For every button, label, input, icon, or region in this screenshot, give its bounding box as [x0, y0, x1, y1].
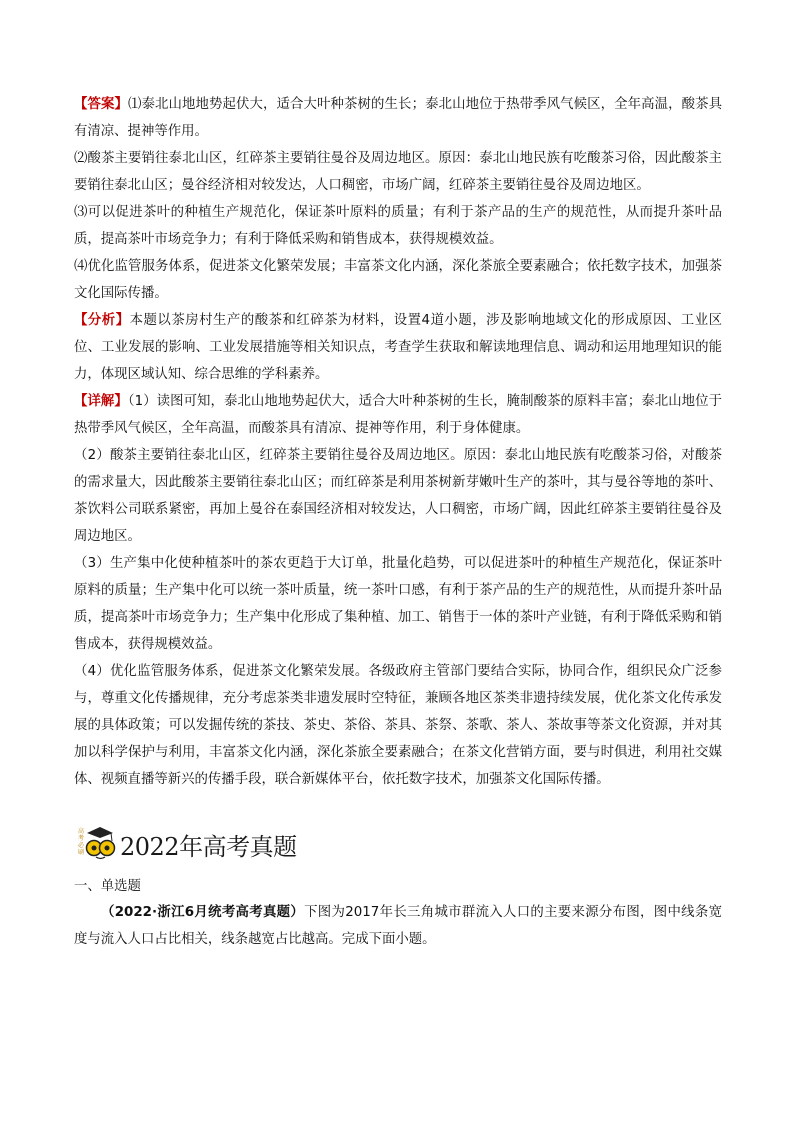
detail-paragraph-2: （2）酸茶主要销往泰北山区，红碎茶主要销往曼谷及周边地区。原因：泰北山地民族有吃酸茶习俗，对酸茶的需求量大，因此酸茶主要销往泰北山区；而红碎茶是利用茶树新芽嫩叶生产的茶叶，其与曼谷等地的茶叶、茶饮料公司联系紧密，再加上曼谷在泰国经济相对较发达，人口稠密，市场广阔，因此红碎茶主要销往曼谷及周边地区。	[74, 448, 722, 544]
detail-paragraph-3: （3）生产集中化使种植茶叶的茶农更趋于大订单，批量化趋势，可以促进茶叶的种植生产规范化，保证茶叶原料的质量；生产集中化可以统一茶叶质量，统一茶叶口感，有利于茶产品的生产的规范性，从而提升茶叶品质，提高茶叶市场竞争力；生产集中化形成了集种植、加工、销售于一体的茶叶产业链，有利于降低采购和销售成本，获得规模效益。	[74, 556, 722, 652]
analysis-label: 【分析】	[74, 313, 130, 328]
answer-paragraph-4: ⑷优化监管服务体系，促进茶文化繁荣发展；丰富茶文化内涵，深化茶旅全要素融合；依托数字技术，加强茶文化国际传播。	[74, 259, 722, 301]
answer-paragraph-3: ⑶可以促进茶叶的种植生产规范化，保证茶叶原料的质量；有利于茶产品的生产的规范性，从而提升茶叶品质，提高茶叶市场竞争力；有利于降低采购和销售成本，获得规模效益。	[74, 205, 722, 247]
owl-graduate-icon	[74, 824, 118, 864]
analysis-paragraph: 【分析】本题以茶房村生产的酸茶和红碎茶为材料，设置4道小题，涉及影响地域文化的形成原因、工业区位、工业发展的影响、工业发展措施等相关知识点，考查学生获取和解读地理信息、调动和运用地理知识的能力，体现区域认知、综合思维的学科素养。	[74, 313, 722, 382]
svg-text:必: 必	[78, 842, 85, 849]
answer-paragraph-1: 【答案】⑴泰北山地地势起伏大，适合大叶种茶树的生长；泰北山地位于热带季风气候区，全年高温，酸茶具有清凉、提神等作用。	[74, 97, 723, 139]
svg-text:刷: 刷	[78, 849, 85, 856]
section-header	[74, 824, 297, 864]
question-source: （2022·浙江6月统考高考真题）	[101, 905, 305, 920]
question-stem: （2022·浙江6月统考高考真题）下图为2017年长三角城市群流入人口的主要来源分布图，图中线条宽度与流入人口占比相关，线条越宽占比越高。完成下面小题。	[74, 905, 722, 947]
answer-content	[74, 91, 722, 793]
question-type-heading: 一、单选题	[74, 879, 141, 894]
detail-label: 【详解】	[74, 394, 128, 409]
detail-paragraph-1: 【详解】（1）读图可知，泰北山地地势起伏大，适合大叶种茶树的生长，腌制酸茶的原料丰富；泰北山地位于热带季风气候区，全年高温，而酸茶具有清凉、提神等作用，利于身体健康。	[74, 394, 722, 436]
answer-label: 【答案】	[74, 97, 129, 112]
detail-paragraph-4: （4）优化监管服务体系，促进茶文化繁荣发展。各级政府主管部门要结合实际，协同合作，组织民众广泛参与，尊重文化传播规律，充分考虑茶类非遗发展时空特征，兼顾各地区茶类非遗持续发展，优化茶文化传承发展的具体政策；可以发掘传统的茶技、茶史、茶俗、茶具、茶祭、茶歌、茶人、茶故事等茶文化资源，并对其加以科学保护与利用，丰富茶文化内涵，深化茶旅全要素融合；在茶文化营销方面，要与时俱进，利用社交媒体、视频直播等新兴的传播手段，联合新媒体平台，依托数字技术，加强茶文化国际传播。	[74, 664, 722, 787]
svg-text:高: 高	[78, 828, 85, 835]
answer-paragraph-2: ⑵酸茶主要销往泰北山区，红碎茶主要销往曼谷及周边地区。原因：泰北山地民族有吃酸茶习俗，因此酸茶主要销往泰北山区；曼谷经济相对较发达，人口稠密，市场广阔，红碎茶主要销往曼谷及周边地区。	[74, 151, 722, 193]
section-title: 2022年高考真题	[120, 832, 297, 861]
svg-text:考: 考	[78, 835, 85, 842]
